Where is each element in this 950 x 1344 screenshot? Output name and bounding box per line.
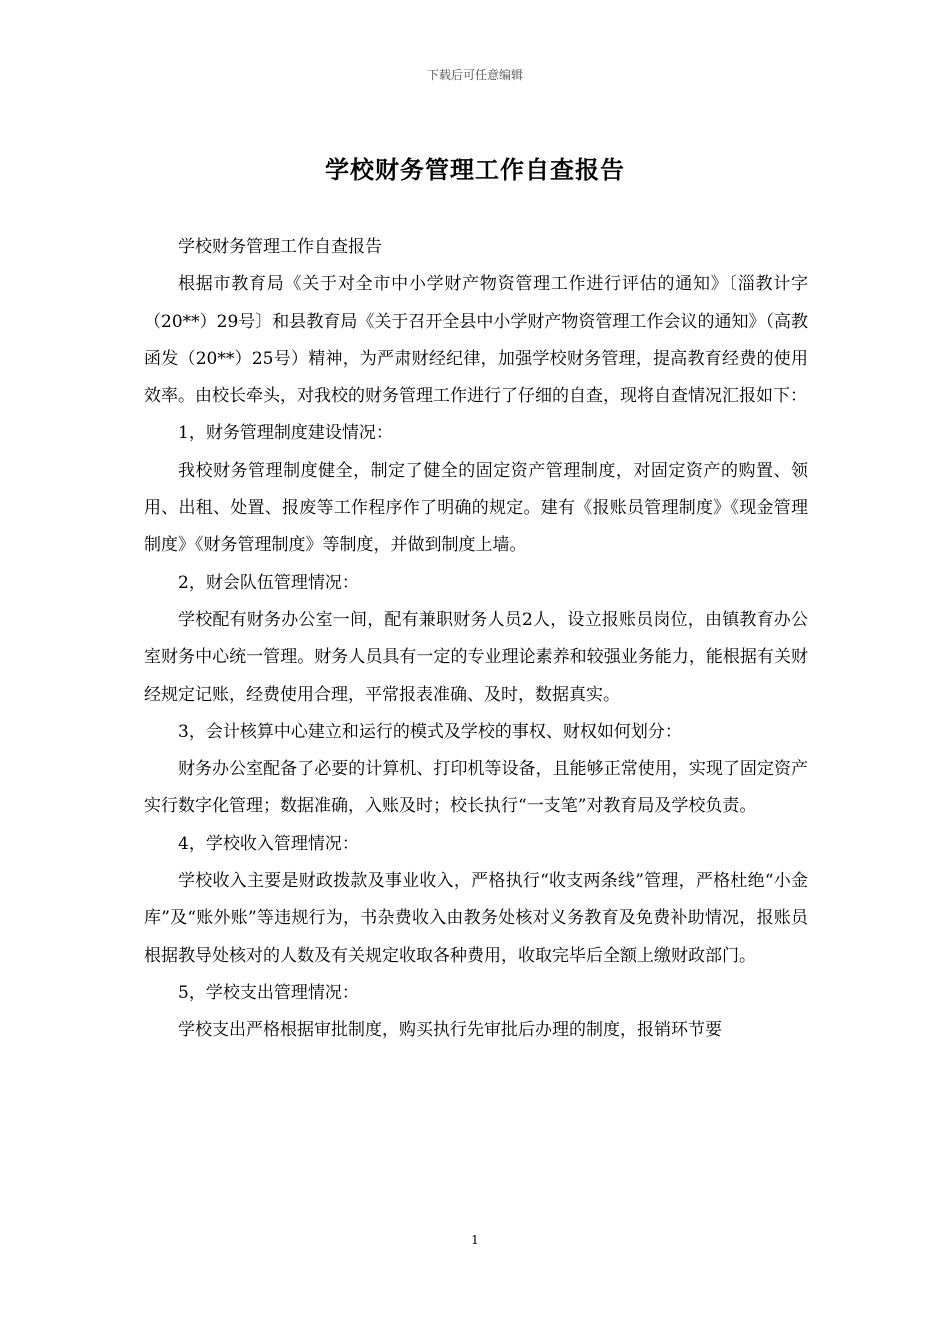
section-heading-4: 4，学校收入管理情况： xyxy=(178,833,359,854)
document-title: 学校财务管理工作自查报告 xyxy=(325,155,625,184)
paragraph-section-3: 财务办公室配备了必要的计算机、打印机等设备，且能够正常使用，实现了固定资产实行数字化管理；数据准确，入账及时；校长执行“一支笔”对教育局及学校负责。 xyxy=(144,759,808,817)
page-number: 1 xyxy=(471,1233,479,1247)
page-header-note: 下载后可任意编辑 xyxy=(426,68,523,82)
section-heading-5: 5，学校支出管理情况： xyxy=(178,982,359,1003)
paragraph-section-4: 学校收入主要是财政拨款及事业收入，严格执行“收支两条线”管理，严格杜绝“小金库”及“账外账”等违规行为，书杂费收入由教务处核对义务教育及免费补助情况，报账员根据教导处核对的人数及有关规定收取各种费用，收取完毕后全额上缴财政部门。 xyxy=(144,871,808,966)
paragraph-section-2: 学校配有财务办公室一间，配有兼职财务人员2人，设立报账员岗位，由镇教育办公室财务中心统一管理。财务人员具有一定的专业理论素养和较强业务能力，能根据有关财经规定记账，经费使用合理，平常报表准确、及时，数据真实。 xyxy=(144,609,808,705)
section-heading-3: 3，会计核算中心建立和运行的模式及学校的事权、财权如何划分： xyxy=(178,721,682,742)
document-body xyxy=(144,229,808,1050)
paragraph-section-5: 学校支出严格根据审批制度，购买执行先审批后办理的制度，报销环节要 xyxy=(178,1020,722,1041)
section-heading-2: 2，财会队伍管理情况： xyxy=(178,572,359,593)
paragraph-section-1: 我校财务管理制度健全，制定了健全的固定资产管理制度，对固定资产的购置、领用、出租、处置、报废等工作程序作了明确的规定。建有《报账员管理制度》《现金管理制度》《财务管理制度》等制度，并做到制度上墙。 xyxy=(144,460,808,556)
paragraph-intro: 根据市教育局《关于对全市中小学财产物资管理工作进行评估的通知》〔淄教计字（20**）29号〕和县教育局《关于召开全县中小学财产物资管理工作会议的通知》（高教函发（20**）25号）精神，为严肃财经纪律，加强学校财务管理，提高教育经费的使用效率。由校长牵头，对我校的财务管理工作进行了仔细的自查，现将自查情况汇报如下： xyxy=(144,274,808,407)
paragraph-subtitle: 学校财务管理工作自查报告 xyxy=(178,237,382,257)
section-heading-1: 1，财务管理制度建设情况： xyxy=(178,423,393,444)
